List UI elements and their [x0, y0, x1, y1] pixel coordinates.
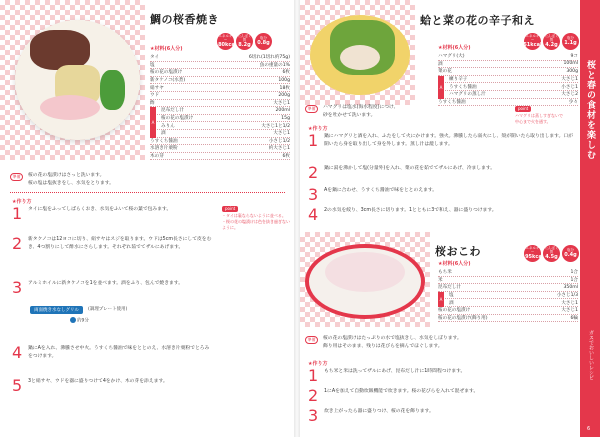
ingredient-qty: 小さじ1/3 — [556, 293, 578, 299]
ingredient-group — [438, 292, 578, 307]
prep-text-1: 桜の花の塩漬けはたっぷりの水で塩抜きし、水気をしぼります。 — [323, 336, 462, 341]
sakura-okowa-photo — [300, 232, 430, 327]
ingredient-qty: 9コ — [570, 54, 578, 60]
protein-badge: たんぱく質 4.5g — [543, 245, 560, 262]
step-2 — [12, 236, 212, 252]
step-text: 3と絹サヤ、ウドを器に盛りつけて4をかけ、木の芽を添えます。 — [28, 379, 168, 384]
ingredient-name: 木の芽 — [150, 154, 164, 160]
ingredient-name: 米 — [438, 277, 443, 283]
ingredient-name: 桜の花の塩漬け — [438, 308, 471, 314]
ingredient-name: 桜の花の塩漬け(飾り用) — [438, 315, 488, 321]
group-tag: A — [438, 292, 444, 307]
ingredient-qty: 1合 — [570, 270, 578, 276]
prep-section — [305, 104, 505, 120]
ingredient-row — [150, 69, 290, 77]
ingredient-name: うすくち醤油 — [150, 138, 178, 144]
recipe-title: 鯛の桜香焼き — [150, 13, 219, 26]
prep-badge: 準備 — [305, 336, 318, 344]
recipe-title: 蛤と菜の花の辛子和え — [420, 14, 535, 27]
ingredient-name: 絹サヤ — [150, 85, 164, 91]
ingredient-name: 水溶き片栗粉 — [150, 146, 178, 152]
ingredient-name: 桜の花の塩漬け — [161, 116, 194, 122]
ingredient-row — [157, 122, 290, 130]
ingredient-qty: 小さじ1/2 — [268, 138, 290, 144]
snow-pea-image — [100, 70, 125, 110]
ingredient-row — [438, 269, 578, 277]
step-text: 鍋に湯を沸かして塩(分量外)を入れ、菜の花を茹でてザルにあげ、冷まします。 — [324, 166, 496, 171]
group-tag: A — [438, 76, 444, 99]
ingredient-name: 桜の花の塩漬け — [150, 70, 183, 76]
ingredient-row — [445, 299, 578, 307]
protein-badge: たんぱく質 8.2g — [236, 33, 253, 50]
gas-grill-label: 両面焼き水なしグリル — [30, 306, 83, 314]
step-3 — [308, 187, 573, 203]
prep-badge: 準備 — [10, 173, 23, 181]
prep-text-2: 飾り用はそのまま、残りは花びらを摘んでほぐします。 — [323, 344, 443, 349]
ingredient-row — [150, 77, 290, 85]
point-text-1: ・タイは裏ならないように並べる。 — [222, 213, 286, 218]
ingredient-heading: ★材料(6人分) — [438, 45, 471, 51]
protein-badge: たんぱく質 4.2g — [543, 33, 560, 50]
ingredient-name: 酒 — [161, 131, 166, 137]
step-number: 3 — [308, 406, 319, 425]
ingredient-row — [445, 83, 578, 91]
ingredient-qty: 大さじ1 — [273, 100, 290, 106]
ingredient-qty: 100g — [278, 77, 290, 83]
ingredient-row — [150, 62, 290, 70]
ingredient-name: 練り辛子 — [449, 77, 468, 83]
energy-badge: エネルギー 51kcal — [524, 33, 541, 50]
step-1 — [12, 206, 212, 222]
group-tag: A — [150, 107, 156, 137]
point-text-2: 中心まで火を通す。 — [515, 119, 551, 124]
steps-heading: ★作り方 — [308, 361, 328, 367]
step-text: もち米と米は洗ってザルにあげ、昆布だし汁に1時間程つけます。 — [324, 369, 466, 374]
ingredient-row — [150, 138, 290, 146]
timer-icon — [70, 317, 76, 323]
ingredient-qty: 大さじ1 — [273, 131, 290, 137]
prep-badge: 準備 — [305, 105, 318, 113]
point-label: point — [222, 206, 238, 212]
ingredient-qty: 300g — [566, 68, 578, 74]
step-text: アルミホイルに新タケノコを1を並べます。酒をふり、包んで焼きます。 — [28, 281, 184, 286]
ingredient-name: ハマグリの蒸し汁 — [449, 92, 486, 98]
ingredient-row — [150, 92, 290, 100]
ingredient-row — [438, 284, 578, 292]
ingredient-qty: 大さじ1 — [561, 300, 578, 306]
step-4 — [12, 345, 212, 361]
rice-image — [325, 252, 405, 292]
ingredient-name: もち米 — [438, 270, 452, 276]
ingredient-name: うすくち醤油 — [438, 99, 466, 105]
ingredient-row — [438, 277, 578, 285]
ingredient-row — [150, 145, 290, 153]
gas-grill-note: (調理プレート使用) — [88, 307, 128, 312]
ingredient-list — [438, 260, 578, 322]
prep-text-2: 桜の塩は塩抜きをし、水気をとります。 — [28, 181, 114, 186]
ingredient-heading: ★材料(6人分) — [150, 46, 183, 52]
ingredient-name: ウド — [150, 93, 160, 99]
fish-image — [30, 30, 90, 70]
right-page — [300, 0, 600, 437]
page-number: 6 — [587, 426, 591, 432]
step-5 — [12, 378, 212, 394]
ingredient-row — [150, 54, 290, 62]
step-number: 4 — [308, 205, 319, 224]
point-text-2: ・桜の花の塩漬けは色を抜き過ぎないように。 — [222, 219, 290, 230]
ingredient-row — [157, 107, 290, 115]
ingredient-name: 酢 — [150, 100, 155, 106]
gas-grill-time: 約9分 — [70, 317, 89, 324]
ingredient-qty: 200ml — [275, 107, 290, 113]
ingredient-row — [150, 84, 290, 92]
steps-heading: ★作り方 — [12, 199, 32, 205]
prep-text-1: 桜の花の塩漬けはさっと洗います。 — [28, 173, 105, 178]
step-text: タイに塩をふってしばらくおき、水気をふいて桜の葉で包みます。 — [28, 207, 172, 212]
ingredient-row — [445, 292, 578, 300]
prep-section — [10, 172, 280, 188]
ingredient-qty: 6枚 — [282, 70, 290, 76]
ingredient-name: 酒 — [438, 61, 443, 67]
ingredient-row — [157, 115, 290, 123]
step-number: 1 — [12, 204, 23, 223]
ingredient-row — [150, 100, 290, 108]
ingredient-qty: 大さじ1 — [561, 77, 578, 83]
step-text: 鍋にハマグリと酒を入れ、ふたをして火にかけます。強火。沸騰したら弱火にし、殻が開いたら取り出します。口が開いたら身を取り出して身を外します。蒸し汁は漉します。 — [324, 134, 573, 147]
step-text: 2の水気を絞り、3cm長さに切ります。1とともに3で和え、器に盛りつけます。 — [324, 208, 497, 213]
ingredient-qty: 6輪 — [570, 315, 578, 321]
divider — [10, 192, 285, 193]
step-text: 鍋にAを入れ、沸騰させ中火。うすくち醤油で味をととのえ、水溶き片栗粉でとろみをつけます。 — [28, 346, 210, 359]
ingredient-qty: 大さじ2 — [561, 92, 578, 98]
ingredient-row — [445, 91, 578, 99]
ingredient-name: 昆布だし汁 — [438, 285, 461, 291]
ingredient-row — [445, 76, 578, 84]
ingredient-name: 菜の花 — [438, 69, 452, 75]
step-number: 2 — [308, 386, 319, 405]
step-number: 4 — [12, 343, 23, 362]
ingredient-name: 塩 — [449, 293, 454, 299]
ingredient-qty: 少々 — [568, 99, 578, 105]
point-box — [515, 106, 577, 125]
step-text: 炊き上がったら器に盛りつけ、桜の花を飾ります。 — [324, 409, 434, 414]
ingredient-name: 酒 — [449, 300, 454, 306]
ingredient-qty: 18枚 — [279, 85, 290, 91]
step-number: 2 — [12, 234, 23, 253]
ingredient-row — [438, 61, 578, 69]
ingredient-name: タイ — [150, 55, 160, 61]
energy-badge: エネルギー 180kcal — [217, 33, 234, 50]
salt-badge: 塩分 0.4g — [562, 245, 579, 262]
steps-heading: ★作り方 — [308, 126, 328, 132]
ingredient-row — [438, 68, 578, 76]
step-text: 1にAを加えて自動炊飯機能で炊きます。桜の花びらを入れて混ぜます。 — [324, 389, 479, 394]
section-title: 桜と春の食材を楽しむ — [585, 60, 595, 160]
step-number: 1 — [308, 131, 319, 150]
ingredient-qty: 6枚 — [282, 154, 290, 160]
ingredient-list — [438, 44, 578, 106]
step-number: 3 — [12, 278, 23, 297]
ingredient-name: 昆布だし汁 — [161, 108, 184, 114]
recipe-title: 桜おこわ — [435, 245, 481, 258]
ingredient-group — [438, 76, 578, 99]
salt-badge: 塩分 1.1g — [562, 33, 579, 50]
ingredient-row — [438, 53, 578, 61]
series-title: ガスでおいしいレシピ — [588, 330, 594, 380]
sauce-image — [40, 95, 100, 120]
ingredient-name: みりん — [161, 123, 175, 129]
step-text: Aを鍋に合わせ、うすくち醤油で味をととのえます。 — [324, 188, 438, 193]
ingredient-row — [157, 130, 290, 138]
step-1 — [308, 368, 573, 384]
step-2 — [308, 165, 573, 181]
ingredient-group — [150, 107, 290, 137]
salt-badge: 塩分 0.8g — [255, 33, 272, 50]
sea-bream-photo — [0, 0, 145, 160]
step-text: 新タケノコは12ヨコに切り、絹サヤはスジを取ります。ウドは5cm長さにして皮をむき、4つ割りにして酢水にさらします。それぞれ茹でてザルにあげます。 — [28, 237, 212, 250]
prep-text-2: 砂を吐かせて洗います。 — [323, 113, 376, 118]
left-page — [0, 0, 294, 437]
ingredient-qty: 100ml — [563, 61, 578, 67]
ingredient-list — [150, 45, 290, 160]
ingredient-name: うすくち醤油 — [449, 84, 477, 90]
ingredient-name: ハマグリ(大) — [438, 54, 465, 60]
clam-photo — [300, 0, 415, 105]
ingredient-qty: 魚の重量の1% — [259, 62, 290, 68]
step-1 — [308, 133, 573, 149]
step-number: 3 — [308, 185, 319, 204]
prep-section — [305, 335, 575, 351]
ingredient-row — [438, 315, 578, 323]
ingredient-qty: 大さじ1と1/2 — [261, 123, 290, 129]
step-2 — [308, 388, 573, 404]
ingredient-qty: 6切れ(1切れ約75g) — [248, 55, 290, 61]
step-3 — [12, 280, 212, 296]
ingredient-heading: ★材料(6人分) — [438, 261, 471, 267]
ingredient-name: 塩 — [150, 62, 155, 68]
ingredient-qty: 小さじ1 — [561, 84, 578, 90]
ingredient-qty: 大さじ1 — [561, 308, 578, 314]
ingredient-row — [438, 307, 578, 315]
step-number: 5 — [12, 376, 23, 395]
step-number: 1 — [308, 366, 319, 385]
ingredient-qty: 200g — [278, 92, 290, 98]
ingredient-row — [150, 153, 290, 161]
ingredient-qty: 約大さじ1 — [268, 146, 290, 152]
step-number: 2 — [308, 163, 319, 182]
ingredient-qty: 1合 — [570, 277, 578, 283]
point-box — [222, 206, 290, 231]
ingredient-name: 新タケノコ(水煮) — [150, 78, 186, 84]
clam-image — [340, 45, 380, 70]
ingredient-qty: 350ml — [563, 284, 578, 290]
ingredient-qty: 15g — [281, 115, 290, 121]
point-label: point — [515, 106, 531, 112]
step-4 — [308, 207, 573, 223]
energy-badge: エネルギー 195kcal — [524, 245, 541, 262]
prep-text-1: ハマグリは塩水(海水程度)につけ、 — [323, 105, 399, 110]
point-text-1: ハマグリは蒸しすぎないで — [515, 113, 563, 118]
step-3 — [308, 408, 573, 424]
